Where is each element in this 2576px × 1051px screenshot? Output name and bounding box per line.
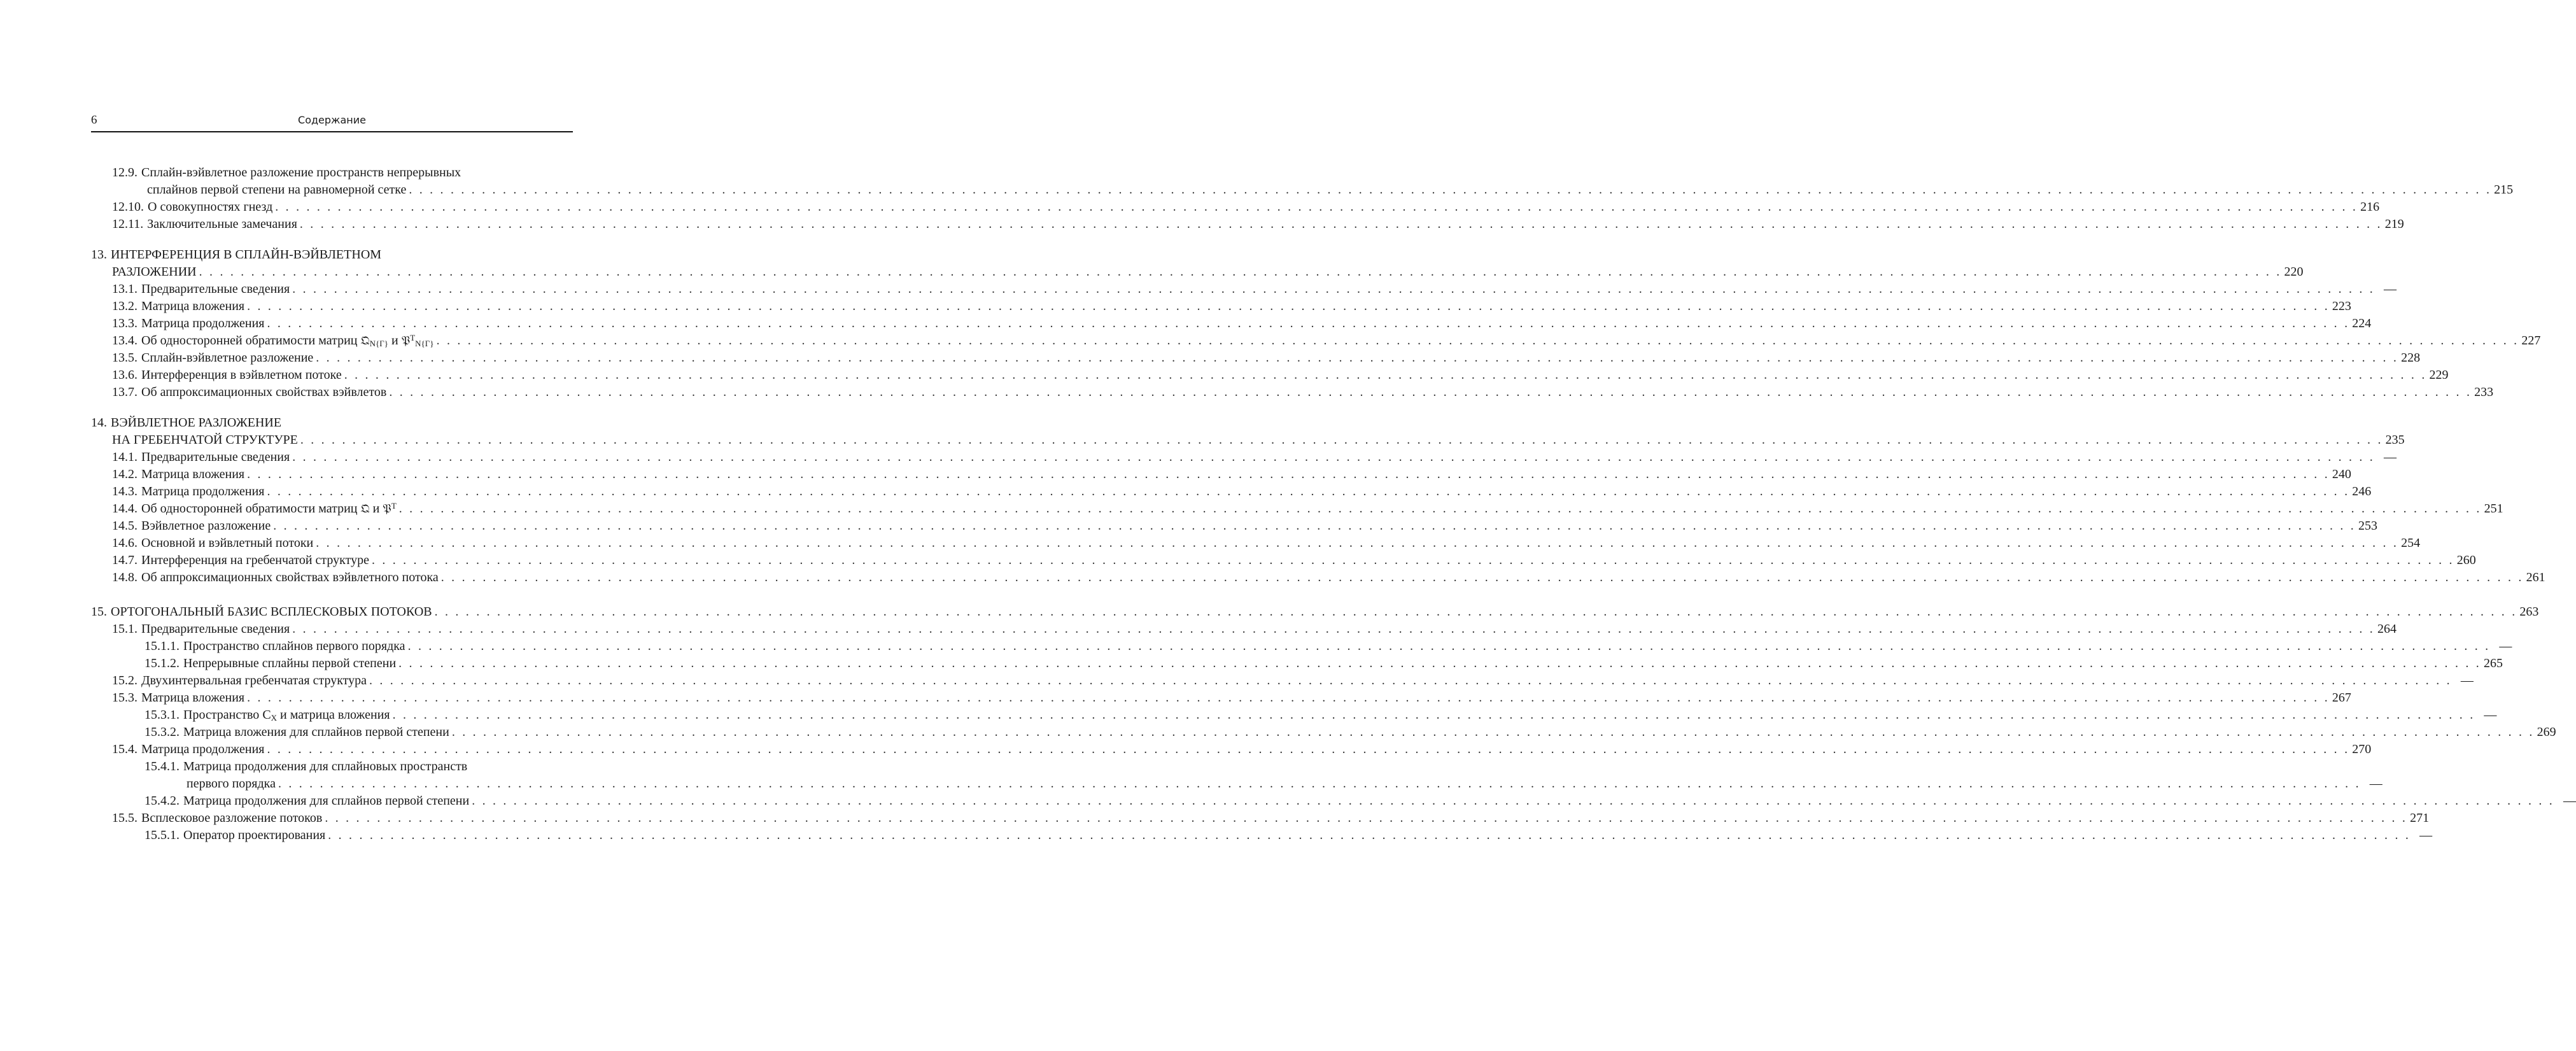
entry-page-number: — [2384, 282, 2397, 296]
entry-page-number: 254 [2401, 536, 2421, 550]
toc-entry[interactable] [91, 349, 2421, 367]
dot-leader: . . . . . . . . . . . . . . . . . . . . . . . . . . . . . . . . . . . . . . . . . . . . . . . . . . . . . . . . . . . . . . . . . . . . . . . . . . . . . . . . . . . . . . . . . . . . . . . . . . . . . . . . . . . . . . . . . . . . . . . . . . . . . . . . . . . . . . . . . . . . . . . . . . . . . . . . . . . . . . . . . . . . . . . . . . . . . . . . . . . . . . . . . . . . . . . . . . . . . . . . [409, 183, 2492, 197]
title-segment: Предварительные сведения [141, 622, 290, 636]
entry-number: 14.4. [112, 502, 137, 516]
entry-title [141, 315, 264, 332]
dot-leader: . . . . . . . . . . . . . . . . . . . . . . . . . . . . . . . . . . . . . . . . . . . . . . . . . . . . . . . . . . . . . . . . . . . . . . . . . . . . . . . . . . . . . . . . . . . . . . . . . . . . . . . . . . . . . . . . . . . . . . . . . . . . . . . . . . . . . . . . . . . . . . . . . . . . . . . . . . . . . . . . . . . . . . . . . . . . . . . . . . . . . . . . . . . . . . . . . . . . . . . . [440, 570, 2524, 584]
entry-title [141, 466, 244, 483]
entry-page-number: 240 [2332, 467, 2351, 481]
entry-title [111, 603, 432, 621]
title-segment: T [391, 501, 397, 511]
toc-entry[interactable] [91, 367, 2449, 384]
entry-title [141, 672, 367, 689]
title-segment: Непрерывные сплайны первой степени [183, 656, 397, 670]
entry-number: 14.8. [112, 570, 137, 584]
title-segment: 𝔓 [401, 334, 411, 348]
title-segment: Интерференция на гребенчатой структуре [141, 553, 369, 567]
title-segment: Вэйвлетное разложение [141, 519, 271, 533]
title-segment: Матрица вложения для сплайнов первой степени [183, 725, 449, 739]
entry-number: 14.5. [112, 519, 137, 533]
entry-title [183, 793, 469, 810]
dot-leader: . . . . . . . . . . . . . . . . . . . . . . . . . . . . . . . . . . . . . . . . . . . . . . . . . . . . . . . . . . . . . . . . . . . . . . . . . . . . . . . . . . . . . . . . . . . . . . . . . . . . . . . . . . . . . . . . . . . . . . . . . . . . . . . . . . . . . . . . . . . . . . . . . . . . . . . . . . . . . . . . . . . . . . . . . . . . . . . . . . . . . . . . . . . . . . . . . . . . . . . . [472, 794, 2554, 808]
entry-number: 15.1.1. [144, 639, 179, 653]
title-segment: Всплесковое разложение потоков [141, 811, 323, 825]
entry-number: 15. [91, 605, 107, 619]
entry-number: 13.4. [112, 334, 137, 348]
title-segment: 𝔔 [360, 334, 370, 348]
toc-entry[interactable] [91, 827, 2433, 844]
toc-entry[interactable] [91, 741, 2372, 758]
title-segment: Матрица продолжения для сплайновых пространств [183, 759, 468, 773]
entry-page-number: 216 [2360, 200, 2380, 214]
dot-leader: . . . . . . . . . . . . . . . . . . . . . . . . . . . . . . . . . . . . . . . . . . . . . . . . . . . . . . . . . . . . . . . . . . . . . . . . . . . . . . . . . . . . . . . . . . . . . . . . . . . . . . . . . . . . . . . . . . . . . . . . . . . . . . . . . . . . . . . . . . . . . . . . . . . . . . . . . . . . . . . . . . . . . . . . . . . . . . . . . . . . . . . . . . . . . . . . . . . . . . . . [292, 622, 2375, 636]
entry-page-number: 253 [2358, 519, 2378, 533]
entry-title [183, 707, 390, 724]
title-segment: Матрица вложения [141, 691, 245, 705]
entry-title [141, 367, 342, 384]
dot-leader: . . . . . . . . . . . . . . . . . . . . . . . . . . . . . . . . . . . . . . . . . . . . . . . . . . . . . . . . . . . . . . . . . . . . . . . . . . . . . . . . . . . . . . . . . . . . . . . . . . . . . . . . . . . . . . . . . . . . . . . . . . . . . . . . . . . . . . . . . . . . . . . . . . . . . . . . . . . . . . . . . . . . . . . . . . . . . . . . . . . . . . . . . . . . . . . . . . . . . . . . [199, 265, 2282, 279]
title-segment: X [271, 713, 278, 723]
entry-title [111, 414, 281, 432]
title-segment: Матрица вложения [141, 299, 245, 313]
title-segment: N{Γ} [369, 339, 388, 348]
entry-title [141, 332, 434, 349]
entry-page-number: 219 [2384, 217, 2404, 231]
table-of-contents [91, 164, 2576, 844]
dot-leader: . . . . . . . . . . . . . . . . . . . . . . . . . . . . . . . . . . . . . . . . . . . . . . . . . . . . . . . . . . . . . . . . . . . . . . . . . . . . . . . . . . . . . . . . . . . . . . . . . . . . . . . . . . . . . . . . . . . . . . . . . . . . . . . . . . . . . . . . . . . . . . . . . . . . . . . . . . . . . . . . . . . . . . . . . . . . . . . . . . . . . . . . . . . . . . . . . . . . . . . . [247, 691, 2330, 705]
entry-number: 15.3.1. [144, 708, 179, 722]
entry-title [141, 384, 386, 401]
entry-number: 15.4.2. [144, 794, 179, 808]
toc-entry[interactable] [91, 500, 2503, 518]
title-segment: Двухинтервальная гребенчатая структура [141, 674, 367, 688]
title-segment: Предварительные сведения [141, 450, 290, 464]
title-segment: и [369, 502, 383, 516]
entry-number: 15.5.1. [144, 828, 179, 842]
title-segment: ОРТОГОНАЛЬНЫЙ БАЗИС ВСПЛЕСКОВЫХ ПОТОКОВ [111, 605, 432, 619]
entry-page-number: — [2563, 794, 2576, 808]
dot-leader: . . . . . . . . . . . . . . . . . . . . . . . . . . . . . . . . . . . . . . . . . . . . . . . . . . . . . . . . . . . . . . . . . . . . . . . . . . . . . . . . . . . . . . . . . . . . . . . . . . . . . . . . . . . . . . . . . . . . . . . . . . . . . . . . . . . . . . . . . . . . . . . . . . . . . . . . . . . . . . . . . . . . . . . . . . . . . . . . . . . . . . . . . . . . . . . . . . . . . . . . [247, 299, 2330, 313]
entry-page-number: 269 [2537, 725, 2556, 739]
entry-title [141, 164, 461, 181]
toc-entry[interactable] [91, 432, 2405, 449]
title-segment: Заключительные замечания [147, 217, 297, 231]
entry-page-number: 260 [2456, 553, 2476, 567]
entry-page-number: — [2460, 674, 2474, 688]
entry-page-number: 215 [2494, 183, 2514, 197]
entry-title [148, 199, 272, 216]
dot-leader: . . . . . . . . . . . . . . . . . . . . . . . . . . . . . . . . . . . . . . . . . . . . . . . . . . . . . . . . . . . . . . . . . . . . . . . . . . . . . . . . . . . . . . . . . . . . . . . . . . . . . . . . . . . . . . . . . . . . . . . . . . . . . . . . . . . . . . . . . . . . . . . . . . . . . . . . . . . . . . . . . . . . . . . . . . . . . . . . . . . . . . . . . . . . . . . . . . . . . . . . [316, 351, 2399, 365]
entry-page-number: 261 [2526, 570, 2545, 584]
dot-leader: . . . . . . . . . . . . . . . . . . . . . . . . . . . . . . . . . . . . . . . . . . . . . . . . . . . . . . . . . . . . . . . . . . . . . . . . . . . . . . . . . . . . . . . . . . . . . . . . . . . . . . . . . . . . . . . . . . . . . . . . . . . . . . . . . . . . . . . . . . . . . . . . . . . . . . . . . . . . . . . . . . . . . . . . . . . . . . . . . . . . . . . . . . . . . . . . . . . . . . . . [398, 656, 2481, 670]
entry-title [111, 246, 381, 264]
toc-entry[interactable] [91, 216, 2404, 233]
toc-entry[interactable] [91, 793, 2576, 810]
dot-leader: . . . . . . . . . . . . . . . . . . . . . . . . . . . . . . . . . . . . . . . . . . . . . . . . . . . . . . . . . . . . . . . . . . . . . . . . . . . . . . . . . . . . . . . . . . . . . . . . . . . . . . . . . . . . . . . . . . . . . . . . . . . . . . . . . . . . . . . . . . . . . . . . . . . . . . . . . . . . . . . . . . . . . . . . . . . . . . . . . . . . . . . . . . . . . . . . . . . . . . . . [292, 450, 2375, 464]
title-segment: Матрица продолжения для сплайнов первой степени [183, 794, 470, 808]
dot-leader: . . . . . . . . . . . . . . . . . . . . . . . . . . . . . . . . . . . . . . . . . . . . . . . . . . . . . . . . . . . . . . . . . . . . . . . . . . . . . . . . . . . . . . . . . . . . . . . . . . . . . . . . . . . . . . . . . . . . . . . . . . . . . . . . . . . . . . . . . . . . . . . . . . . . . . . . . . . . . . . . . . . . . . . . . . . . . . . . . . . . . . . . . . . . . . . . . . . . . . . . [247, 467, 2330, 481]
title-segment: Матрица продолжения [141, 742, 265, 756]
title-segment: Основной и вэйвлетный потоки [141, 536, 314, 550]
entry-title [141, 349, 313, 367]
entry-number: 12.11. [112, 217, 144, 231]
title-segment: и [388, 334, 402, 348]
toc-entry[interactable] [91, 384, 2494, 401]
entry-page-number: 233 [2474, 385, 2494, 399]
title-segment: НА ГРЕБЕНЧАТОЙ СТРУКТУРЕ [112, 433, 298, 447]
toc-entry[interactable] [91, 246, 573, 264]
toc-entry[interactable] [91, 164, 573, 181]
entry-title [141, 552, 369, 569]
entry-title [141, 535, 313, 552]
dot-leader: . . . . . . . . . . . . . . . . . . . . . . . . . . . . . . . . . . . . . . . . . . . . . . . . . . . . . . . . . . . . . . . . . . . . . . . . . . . . . . . . . . . . . . . . . . . . . . . . . . . . . . . . . . . . . . . . . . . . . . . . . . . . . . . . . . . . . . . . . . . . . . . . . . . . . . . . . . . . . . . . . . . . . . . . . . . . . . . . . . . . . . . . . . . . . . . . . . . . . . . . [451, 725, 2535, 739]
toc-entry[interactable] [91, 315, 2372, 332]
entry-number: 13.1. [112, 282, 137, 296]
title-segment: 𝔓 [383, 502, 391, 516]
toc-entry[interactable] [91, 603, 2539, 621]
title-segment: N{Γ} [415, 339, 434, 348]
toc-entry[interactable] [91, 332, 2541, 349]
entry-title [141, 449, 290, 466]
title-segment: Об односторонней обратимости матриц [141, 334, 361, 348]
entry-number: 12.10. [112, 200, 144, 214]
entry-number: 14.1. [112, 450, 137, 464]
dot-leader: . . . . . . . . . . . . . . . . . . . . . . . . . . . . . . . . . . . . . . . . . . . . . . . . . . . . . . . . . . . . . . . . . . . . . . . . . . . . . . . . . . . . . . . . . . . . . . . . . . . . . . . . . . . . . . . . . . . . . . . . . . . . . . . . . . . . . . . . . . . . . . . . . . . . . . . . . . . . . . . . . . . . . . . . . . . . . . . . . . . . . . . . . . . . . . . . . . . . . . . . [392, 708, 2475, 722]
entry-page-number: 223 [2332, 299, 2351, 313]
toc-entry[interactable] [91, 621, 2397, 638]
entry-page-number: 224 [2352, 316, 2372, 330]
toc-entry[interactable] [91, 569, 2545, 586]
entry-page-number: 229 [2429, 368, 2449, 382]
entry-page-number: 220 [2284, 265, 2304, 279]
entry-title [141, 621, 290, 638]
toc-entry[interactable] [91, 264, 2304, 281]
entry-title [141, 281, 290, 298]
title-segment: и матрица вложения [277, 708, 390, 722]
entry-title [141, 689, 244, 707]
title-segment: Матрица продолжения [141, 316, 265, 330]
toc-entry[interactable] [91, 655, 2503, 672]
entry-title [183, 638, 405, 655]
entry-number: 15.2. [112, 674, 137, 688]
running-title: Содержание [298, 114, 366, 126]
title-segment: РАЗЛОЖЕНИИ [112, 265, 197, 279]
dot-leader: . . . . . . . . . . . . . . . . . . . . . . . . . . . . . . . . . . . . . . . . . . . . . . . . . . . . . . . . . . . . . . . . . . . . . . . . . . . . . . . . . . . . . . . . . . . . . . . . . . . . . . . . . . . . . . . . . . . . . . . . . . . . . . . . . . . . . . . . . . . . . . . . . . . . . . . . . . . . . . . . . . . . . . . . . . . . . . . . . . . . . . . . . . . . . . . . . . . . . . . . [316, 536, 2399, 550]
toc-entry[interactable] [91, 298, 2351, 315]
entry-number: 15.3. [112, 691, 137, 705]
title-segment: сплайнов первой степени на равномерной сетке [147, 183, 407, 197]
entry-title [141, 518, 271, 535]
dot-leader: . . . . . . . . . . . . . . . . . . . . . . . . . . . . . . . . . . . . . . . . . . . . . . . . . . . . . . . . . . . . . . . . . . . . . . . . . . . . . . . . . . . . . . . . . . . . . . . . . . . . . . . . . . . . . . . . . . . . . . . . . . . . . . . . . . . . . . . . . . . . . . . . . . . . . . . . . . . . . . . . . . . . . . . . . . . . . . . . . . . . . . . . . . . . . . . . . . . . . . . . [278, 777, 2361, 791]
entry-number: 14.6. [112, 536, 137, 550]
toc-entry[interactable] [91, 449, 2397, 466]
entry-page-number: — [2419, 828, 2433, 842]
dot-leader: . . . . . . . . . . . . . . . . . . . . . . . . . . . . . . . . . . . . . . . . . . . . . . . . . . . . . . . . . . . . . . . . . . . . . . . . . . . . . . . . . . . . . . . . . . . . . . . . . . . . . . . . . . . . . . . . . . . . . . . . . . . . . . . . . . . . . . . . . . . . . . . . . . . . . . . . . . . . . . . . . . . . . . . . . . . . . . . . . . . . . . . . . . . . . . . . . . . . . . . . [299, 217, 2382, 231]
entry-title [112, 432, 298, 449]
entry-title [183, 758, 467, 775]
dot-leader: . . . . . . . . . . . . . . . . . . . . . . . . . . . . . . . . . . . . . . . . . . . . . . . . . . . . . . . . . . . . . . . . . . . . . . . . . . . . . . . . . . . . . . . . . . . . . . . . . . . . . . . . . . . . . . . . . . . . . . . . . . . . . . . . . . . . . . . . . . . . . . . . . . . . . . . . . . . . . . . . . . . . . . . . . . . . . . . . . . . . . . . . . . . . . . . . . . . . . . . . [389, 385, 2472, 399]
title-segment: Сплайн-вэйвлетное разложение пространств непрерывных [141, 166, 461, 180]
entry-page-number: — [2484, 708, 2497, 722]
dot-leader: . . . . . . . . . . . . . . . . . . . . . . . . . . . . . . . . . . . . . . . . . . . . . . . . . . . . . . . . . . . . . . . . . . . . . . . . . . . . . . . . . . . . . . . . . . . . . . . . . . . . . . . . . . . . . . . . . . . . . . . . . . . . . . . . . . . . . . . . . . . . . . . . . . . . . . . . . . . . . . . . . . . . . . . . . . . . . . . . . . . . . . . . . . . . . . . . . . . . . . . . [267, 316, 2350, 330]
toc-entry[interactable] [91, 483, 2372, 500]
title-segment: T [410, 333, 416, 342]
title-segment: Об аппроксимационных свойствах вэйвлетного потока [141, 570, 439, 584]
entry-page-number: 270 [2352, 742, 2372, 756]
entry-page-number: 227 [2521, 334, 2541, 348]
entry-number: 14.3. [112, 484, 137, 498]
entry-page-number: 271 [2410, 811, 2430, 825]
dot-leader: . . . . . . . . . . . . . . . . . . . . . . . . . . . . . . . . . . . . . . . . . . . . . . . . . . . . . . . . . . . . . . . . . . . . . . . . . . . . . . . . . . . . . . . . . . . . . . . . . . . . . . . . . . . . . . . . . . . . . . . . . . . . . . . . . . . . . . . . . . . . . . . . . . . . . . . . . . . . . . . . . . . . . . . . . . . . . . . . . . . . . . . . . . . . . . . . . . . . . . . . [267, 742, 2350, 756]
title-segment: 𝔔 [360, 502, 370, 516]
entry-number: 14. [91, 416, 107, 430]
toc-entry[interactable] [91, 810, 2430, 827]
toc-entry[interactable] [91, 535, 2421, 552]
dot-leader: . . . . . . . . . . . . . . . . . . . . . . . . . . . . . . . . . . . . . . . . . . . . . . . . . . . . . . . . . . . . . . . . . . . . . . . . . . . . . . . . . . . . . . . . . . . . . . . . . . . . . . . . . . . . . . . . . . . . . . . . . . . . . . . . . . . . . . . . . . . . . . . . . . . . . . . . . . . . . . . . . . . . . . . . . . . . . . . . . . . . . . . . . . . . . . . . . . . . . . . . [344, 368, 2427, 382]
page-number: 6 [91, 113, 97, 127]
entry-number: 13.5. [112, 351, 137, 365]
entry-number: 13. [91, 248, 107, 262]
title-segment: Об односторонней обратимости матриц [141, 502, 361, 516]
running-header [91, 113, 573, 132]
entry-number: 12.9. [112, 166, 137, 180]
title-segment: Матрица продолжения [141, 484, 265, 498]
entry-title [141, 810, 322, 827]
entry-title [141, 483, 264, 500]
dot-leader: . . . . . . . . . . . . . . . . . . . . . . . . . . . . . . . . . . . . . . . . . . . . . . . . . . . . . . . . . . . . . . . . . . . . . . . . . . . . . . . . . . . . . . . . . . . . . . . . . . . . . . . . . . . . . . . . . . . . . . . . . . . . . . . . . . . . . . . . . . . . . . . . . . . . . . . . . . . . . . . . . . . . . . . . . . . . . . . . . . . . . . . . . . . . . . . . . . . . . . . . [369, 674, 2452, 688]
toc-entry[interactable] [91, 466, 2351, 483]
entry-number: 15.4. [112, 742, 137, 756]
toc-entry[interactable] [91, 707, 2497, 724]
entry-number: 13.6. [112, 368, 137, 382]
toc-entry[interactable] [91, 689, 2351, 707]
dot-leader: . . . . . . . . . . . . . . . . . . . . . . . . . . . . . . . . . . . . . . . . . . . . . . . . . . . . . . . . . . . . . . . . . . . . . . . . . . . . . . . . . . . . . . . . . . . . . . . . . . . . . . . . . . . . . . . . . . . . . . . . . . . . . . . . . . . . . . . . . . . . . . . . . . . . . . . . . . . . . . . . . . . . . . . . . . . . . . . . . . . . . . . . . . . . . . . . . . . . . . . . [434, 605, 2517, 619]
title-segment: ВЭЙВЛЕТНОЕ РАЗЛОЖЕНИЕ [111, 416, 282, 430]
entry-page-number: 264 [2377, 622, 2397, 636]
toc-entry[interactable] [91, 281, 2397, 298]
entry-title [141, 569, 439, 586]
toc-entry[interactable] [91, 672, 2474, 689]
dot-leader: . . . . . . . . . . . . . . . . . . . . . . . . . . . . . . . . . . . . . . . . . . . . . . . . . . . . . . . . . . . . . . . . . . . . . . . . . . . . . . . . . . . . . . . . . . . . . . . . . . . . . . . . . . . . . . . . . . . . . . . . . . . . . . . . . . . . . . . . . . . . . . . . . . . . . . . . . . . . . . . . . . . . . . . . . . . . . . . . . . . . . . . . . . . . . . . . . . . . . . . . [292, 282, 2375, 296]
toc-entry[interactable] [91, 552, 2476, 569]
toc-entry[interactable] [91, 414, 573, 432]
toc-entry[interactable] [91, 775, 2382, 793]
entry-title [112, 264, 197, 281]
title-segment: C [262, 708, 271, 722]
toc-entry[interactable] [91, 758, 573, 775]
title-segment: Интерференция в вэйвлетном потоке [141, 368, 342, 382]
entry-page-number: — [2384, 450, 2397, 464]
entry-page-number: 246 [2352, 484, 2372, 498]
entry-number: 15.1.2. [144, 656, 179, 670]
toc-entry[interactable] [91, 518, 2378, 535]
toc-entry[interactable] [91, 724, 2556, 741]
entry-title [183, 655, 396, 672]
entry-number: 13.3. [112, 316, 137, 330]
dot-leader: . . . . . . . . . . . . . . . . . . . . . . . . . . . . . . . . . . . . . . . . . . . . . . . . . . . . . . . . . . . . . . . . . . . . . . . . . . . . . . . . . . . . . . . . . . . . . . . . . . . . . . . . . . . . . . . . . . . . . . . . . . . . . . . . . . . . . . . . . . . . . . . . . . . . . . . . . . . . . . . . . . . . . . . . . . . . . . . . . . . . . . . . . . . . . . . . . . . . . . . . [267, 484, 2350, 498]
entry-number: 15.4.1. [144, 759, 179, 773]
entry-number: 13.2. [112, 299, 137, 313]
title-segment: первого порядка [187, 777, 276, 791]
dot-leader: . . . . . . . . . . . . . . . . . . . . . . . . . . . . . . . . . . . . . . . . . . . . . . . . . . . . . . . . . . . . . . . . . . . . . . . . . . . . . . . . . . . . . . . . . . . . . . . . . . . . . . . . . . . . . . . . . . . . . . . . . . . . . . . . . . . . . . . . . . . . . . . . . . . . . . . . . . . . . . . . . . . . . . . . . . . . . . . . . . . . . . . . . . . . . . . . . . . . . . . . [371, 553, 2454, 567]
title-segment: Пространство сплайнов первого порядка [183, 639, 405, 653]
entry-number: 13.7. [112, 385, 137, 399]
title-segment: О совокупностях гнезд [148, 200, 273, 214]
entry-title [147, 181, 406, 199]
entry-number: 14.2. [112, 467, 137, 481]
dot-leader: . . . . . . . . . . . . . . . . . . . . . . . . . . . . . . . . . . . . . . . . . . . . . . . . . . . . . . . . . . . . . . . . . . . . . . . . . . . . . . . . . . . . . . . . . . . . . . . . . . . . . . . . . . . . . . . . . . . . . . . . . . . . . . . . . . . . . . . . . . . . . . . . . . . . . . . . . . . . . . . . . . . . . . . . . . . . . . . . . . . . . . . . . . . . . . . . . . . . . . . . [273, 519, 2356, 533]
entry-page-number: — [2369, 777, 2382, 791]
title-segment: Сплайн-вэйвлетное разложение [141, 351, 314, 365]
entry-number: 15.1. [112, 622, 137, 636]
entry-page-number: 263 [2519, 605, 2539, 619]
entry-title [183, 724, 449, 741]
title-segment: Матрица вложения [141, 467, 245, 481]
entry-title [147, 216, 297, 233]
entry-number: 15.3.2. [144, 725, 179, 739]
toc-entry[interactable] [91, 181, 2514, 199]
title-segment: Об аппроксимационных свойствах вэйвлетов [141, 385, 387, 399]
dot-leader: . . . . . . . . . . . . . . . . . . . . . . . . . . . . . . . . . . . . . . . . . . . . . . . . . . . . . . . . . . . . . . . . . . . . . . . . . . . . . . . . . . . . . . . . . . . . . . . . . . . . . . . . . . . . . . . . . . . . . . . . . . . . . . . . . . . . . . . . . . . . . . . . . . . . . . . . . . . . . . . . . . . . . . . . . . . . . . . . . . . . . . . . . . . . . . . . . . . . . . . . [300, 433, 2383, 447]
entry-number: 15.5. [112, 811, 137, 825]
entry-title [141, 298, 244, 315]
dot-leader: . . . . . . . . . . . . . . . . . . . . . . . . . . . . . . . . . . . . . . . . . . . . . . . . . . . . . . . . . . . . . . . . . . . . . . . . . . . . . . . . . . . . . . . . . . . . . . . . . . . . . . . . . . . . . . . . . . . . . . . . . . . . . . . . . . . . . . . . . . . . . . . . . . . . . . . . . . . . . . . . . . . . . . . . . . . . . . . . . . . . . . . . . . . . . . . . . . . . . . . . [328, 828, 2411, 842]
title-segment: Предварительные сведения [141, 282, 290, 296]
toc-entry[interactable] [91, 199, 2380, 216]
title-segment: ИНТЕРФЕРЕНЦИЯ В СПЛАЙН-ВЭЙВЛЕТНОМ [111, 248, 382, 262]
dot-leader: . . . . . . . . . . . . . . . . . . . . . . . . . . . . . . . . . . . . . . . . . . . . . . . . . . . . . . . . . . . . . . . . . . . . . . . . . . . . . . . . . . . . . . . . . . . . . . . . . . . . . . . . . . . . . . . . . . . . . . . . . . . . . . . . . . . . . . . . . . . . . . . . . . . . . . . . . . . . . . . . . . . . . . . . . . . . . . . . . . . . . . . . . . . . . . . . . . . . . . . . [436, 334, 2519, 348]
entry-page-number: — [2499, 639, 2512, 653]
dot-leader: . . . . . . . . . . . . . . . . . . . . . . . . . . . . . . . . . . . . . . . . . . . . . . . . . . . . . . . . . . . . . . . . . . . . . . . . . . . . . . . . . . . . . . . . . . . . . . . . . . . . . . . . . . . . . . . . . . . . . . . . . . . . . . . . . . . . . . . . . . . . . . . . . . . . . . . . . . . . . . . . . . . . . . . . . . . . . . . . . . . . . . . . . . . . . . . . . . . . . . . . [275, 200, 2358, 214]
entry-page-number: 228 [2401, 351, 2421, 365]
dot-leader: . . . . . . . . . . . . . . . . . . . . . . . . . . . . . . . . . . . . . . . . . . . . . . . . . . . . . . . . . . . . . . . . . . . . . . . . . . . . . . . . . . . . . . . . . . . . . . . . . . . . . . . . . . . . . . . . . . . . . . . . . . . . . . . . . . . . . . . . . . . . . . . . . . . . . . . . . . . . . . . . . . . . . . . . . . . . . . . . . . . . . . . . . . . . . . . . . . . . . . . . [407, 639, 2491, 653]
toc-entry[interactable] [91, 638, 2512, 655]
dot-leader: . . . . . . . . . . . . . . . . . . . . . . . . . . . . . . . . . . . . . . . . . . . . . . . . . . . . . . . . . . . . . . . . . . . . . . . . . . . . . . . . . . . . . . . . . . . . . . . . . . . . . . . . . . . . . . . . . . . . . . . . . . . . . . . . . . . . . . . . . . . . . . . . . . . . . . . . . . . . . . . . . . . . . . . . . . . . . . . . . . . . . . . . . . . . . . . . . . . . . . . . [398, 502, 2482, 516]
title-segment: Оператор проектирования [183, 828, 326, 842]
entry-number: 14.7. [112, 553, 137, 567]
dot-leader: . . . . . . . . . . . . . . . . . . . . . . . . . . . . . . . . . . . . . . . . . . . . . . . . . . . . . . . . . . . . . . . . . . . . . . . . . . . . . . . . . . . . . . . . . . . . . . . . . . . . . . . . . . . . . . . . . . . . . . . . . . . . . . . . . . . . . . . . . . . . . . . . . . . . . . . . . . . . . . . . . . . . . . . . . . . . . . . . . . . . . . . . . . . . . . . . . . . . . . . . [325, 811, 2408, 825]
entry-title [141, 741, 264, 758]
entry-page-number: 265 [2483, 656, 2503, 670]
entry-title [187, 775, 276, 793]
entry-page-number: 251 [2484, 502, 2503, 516]
entry-page-number: 235 [2385, 433, 2405, 447]
entry-title [141, 500, 397, 518]
entry-page-number: 267 [2332, 691, 2351, 705]
entry-title [183, 827, 325, 844]
title-segment: Пространство [183, 708, 263, 722]
